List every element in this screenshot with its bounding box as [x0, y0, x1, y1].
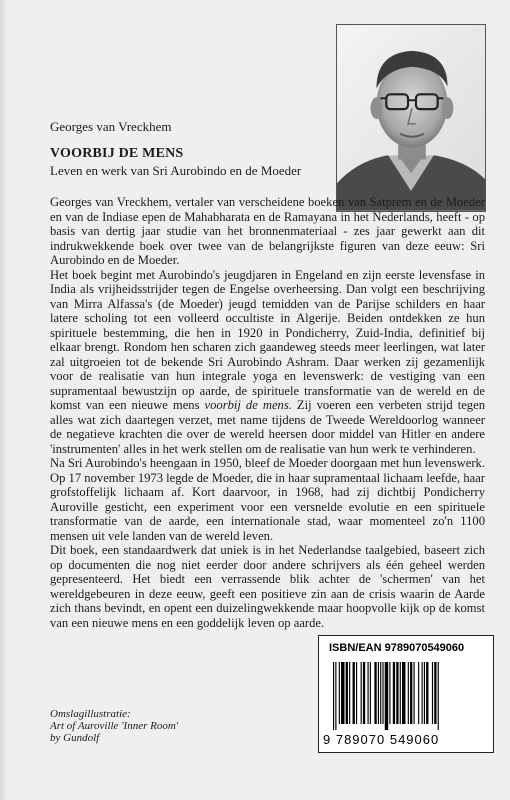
- barcode-bar: [370, 662, 371, 724]
- barcode-box: [318, 635, 494, 753]
- barcode-bar: [378, 662, 379, 724]
- author-photo: [336, 24, 486, 212]
- barcode-bar: [389, 662, 390, 724]
- credit-artist: by Gundolf: [50, 732, 100, 744]
- paragraph-text: Georges van Vreckhem, vertaler van verscheidene boeken van Satprem en de Moeder en van de Indiase epen de Mahabharata en de Ramayana in het Nederlands, heeft - op basis van dertig jaar studie van het bronnenmateriaal - zes jaar gewerkt aan dit indrukwekkende boek over twee van de belangrijkste figuren van deze eeuw: Sri Aurobindo en de Moeder.: [50, 195, 485, 267]
- blurb-paragraph: [50, 456, 485, 543]
- book-title: VOORBIJ DE MENS: [50, 146, 184, 161]
- paragraph-text: Het boek begint met Aurobindo's jeugdjaren in Engeland en zijn eerste levensfase in India als vrijheidsstrijder tegen de Engelse overheersing. Dan volgt een beschrijving van Mirra Alfassa's (de Moeder) jeugd temidden van de Parijse schilders en haar latere scholing tot een volleerd occultiste in Algerije. Beiden ontdekken ze hun spirituele bestemming, die hen in 1920 in Pondicherry, Zuid-India, definitief bij elkaar brengt. Rondom hen scharen zich gaandeweg steeds meer leerlingen, wat later zal uitgroeien tot de bekende Sri Aurobindo Ashram. Daar werken zij gezamenlijk voor de realisatie van hun integrale yoga en levenswerk: de vestiging van een supramentaal bewustzijn op aarde, de spirituele transformatie van de wereld en de komst van een nieuwe mens: [50, 267, 485, 412]
- barcode-bar: [349, 662, 350, 724]
- barcode-bar: [368, 662, 369, 724]
- barcode-bars: [333, 662, 481, 730]
- barcode-bar: [414, 662, 415, 724]
- paragraph-text: Dit boek, een standaardwerk dat uniek is in het Nederlandse taalgebied, baseert zich op documenten die nog niet eerder door andere schrijvers als één geheel werden gepresenteerd. Het biedt een verrassende blik achter de 'schermen' van het wereldgebeuren in deze eeuw, geeft een positieve zin aan de crisis waarin de Aarde zich thans bevindt, en opent een duizelingwekkende maar hoopvolle kijk op de komst van een nieuwe mens en een goddelijk leven op aarde.: [50, 543, 485, 630]
- barcode-bar: [339, 662, 340, 724]
- blurb: [50, 195, 485, 630]
- barcode-bar: [353, 662, 355, 724]
- blurb-paragraph: [50, 543, 485, 630]
- barcode-bar: [418, 662, 419, 724]
- barcode-bar: [434, 662, 436, 724]
- barcode-bar: [363, 662, 365, 724]
- barcode-bar: [356, 662, 357, 724]
- barcode-bar: [374, 662, 376, 724]
- barcode-bar: [346, 662, 348, 724]
- author-name: Georges van Vreckhem: [50, 119, 172, 134]
- paragraph-text: Zij voeren een verbeten strijd tegen alles wat zich daartegen verzet, met name tijdens de Tweede Wereldoorlog wanneer de negatieve krachten die over de wereld heersen door middel van Hitler en andere 'instrumenten' alles in het werk stellen om de realisatie van hun werk te verhinderen.: [50, 398, 485, 456]
- barcode-bar: [400, 662, 401, 724]
- barcode-bar: [333, 662, 334, 730]
- barcode-bar: [410, 662, 412, 724]
- blurb-paragraph: [50, 195, 485, 268]
- barcode-bar: [361, 662, 362, 724]
- barcode-bar: [382, 662, 383, 724]
- barcode-bar: [335, 662, 336, 730]
- barcode-bar: [341, 662, 344, 724]
- spine-shadow: [0, 0, 8, 800]
- credit-label: Omslagillustratie:: [50, 708, 131, 720]
- paragraph-text: Na Sri Aurobindo's heengaan in 1950, bleef de Moeder doorgaan met hun levenswerk. Op 17 november 1973 legde de Moeder, die in haar supramentaal lichaam leefde, haar grofstoffelijk lichaam af. Kort daarvoor, in 1968, had zij dichtbij Pondicherry Auroville gesticht, een experiment voor een versnelde evolutie en een spirituele transformatie van de aarde, een internationale stad, waar momenteel zo'n 1100 mensen uit vele landen van de wereld leven.: [50, 456, 486, 543]
- barcode-bar: [424, 662, 425, 724]
- barcode-bar: [385, 662, 388, 730]
- barcode-bar: [438, 662, 439, 730]
- barcode-bar: [396, 662, 398, 724]
- blurb-paragraph: [50, 268, 485, 457]
- barcode-bar: [408, 662, 409, 724]
- barcode-bar: [402, 662, 405, 724]
- barcode-bar: [393, 662, 395, 724]
- barcode-bar: [432, 662, 433, 724]
- barcode-bar: [422, 662, 423, 724]
- book-subtitle: Leven en werk van Sri Aurobindo en de Moeder: [50, 163, 302, 178]
- paragraph-emphasis: voorbij de mens.: [204, 398, 292, 412]
- credit-artwork: Art of Auroville 'Inner Room': [50, 720, 179, 732]
- cover-credit: [50, 708, 178, 744]
- isbn-label: ISBN/EAN 9789070549060: [329, 642, 465, 654]
- barcode-bar: [426, 662, 428, 724]
- barcode-bar: [380, 662, 381, 724]
- barcode-digits: 9 789070 549060: [323, 732, 440, 747]
